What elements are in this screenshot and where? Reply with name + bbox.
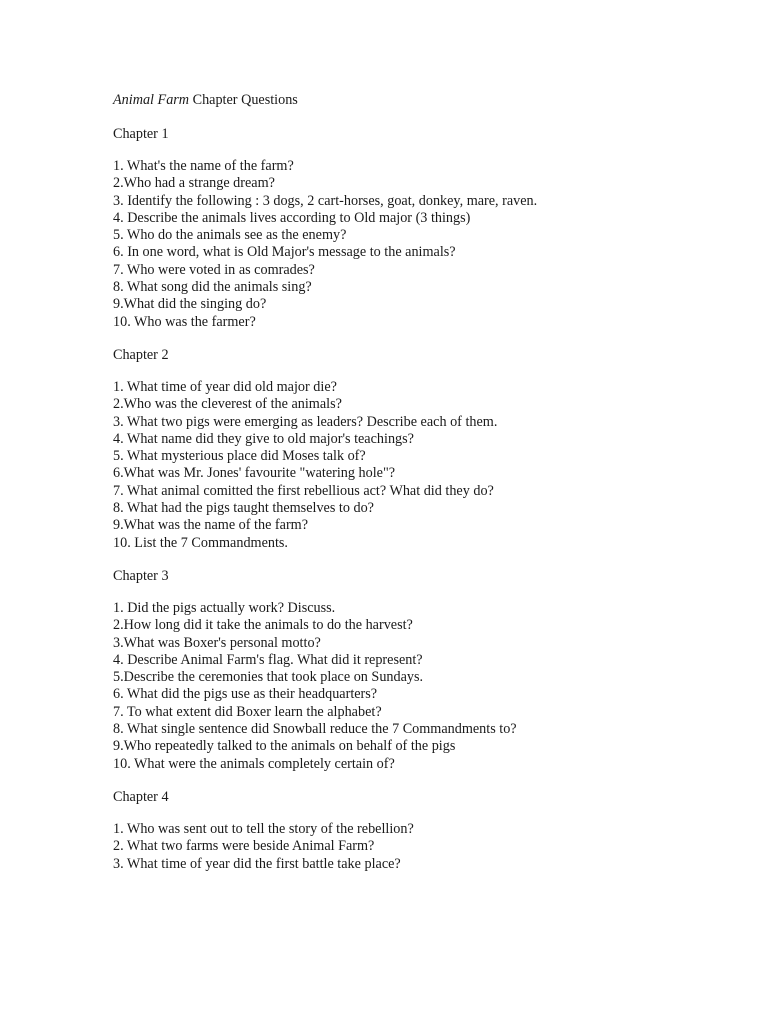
question-item: 8. What single sentence did Snowball reduce the 7 Commandments to? xyxy=(113,721,517,738)
question-list xyxy=(113,379,733,552)
question-item: 8. What song did the animals sing? xyxy=(113,279,312,296)
question-item: 6. What did the pigs use as their headquarters? xyxy=(113,686,378,703)
question-item: 3.What was Boxer's personal motto? xyxy=(113,634,321,651)
page-title xyxy=(113,90,733,110)
document-page xyxy=(113,90,733,887)
chapter-heading: Chapter 1 xyxy=(113,126,169,142)
question-item: 1. What time of year did old major die? xyxy=(113,378,337,395)
question-item: 2.Who had a strange dream? xyxy=(113,175,275,192)
title-rest: Chapter Questions xyxy=(192,92,298,108)
question-item: 7. What animal comitted the first rebellious act? What did they do? xyxy=(113,482,494,499)
question-item: 7. Who were voted in as comrades? xyxy=(113,261,315,278)
question-item: 3. Identify the following : 3 dogs, 2 cart-horses, goat, donkey, mare, raven. xyxy=(113,192,538,209)
question-item: 10. What were the animals completely certain of? xyxy=(113,755,395,772)
chapter-section-1 xyxy=(113,124,733,331)
chapter-heading: Chapter 3 xyxy=(113,567,169,584)
question-list xyxy=(113,158,733,331)
question-item: 6.What was Mr. Jones' favourite "watering hole"? xyxy=(113,465,396,482)
question-list xyxy=(113,821,733,873)
question-item: 2.How long did it take the animals to do the harvest? xyxy=(113,617,413,634)
question-item: 4. What name did they give to old major's teachings? xyxy=(113,430,414,447)
chapter-heading: Chapter 4 xyxy=(113,788,169,805)
question-item: 8. What had the pigs taught themselves to do? xyxy=(113,500,374,517)
question-item: 1. Did the pigs actually work? Discuss. xyxy=(113,599,336,616)
question-list xyxy=(113,600,733,773)
chapter-section-2 xyxy=(113,345,733,552)
question-item: 1. Who was sent out to tell the story of the rebellion? xyxy=(113,820,414,837)
question-item: 2. What two farms were beside Animal Farm? xyxy=(113,838,375,855)
chapter-list xyxy=(113,124,733,873)
title-italic: Animal Farm xyxy=(113,92,190,108)
question-item: 7. To what extent did Boxer learn the alphabet? xyxy=(113,703,382,720)
chapter-heading: Chapter 2 xyxy=(113,346,169,363)
question-item: 2.Who was the cleverest of the animals? xyxy=(113,396,342,413)
question-item: 9.What was the name of the farm? xyxy=(113,517,308,534)
question-item: 6. In one word, what is Old Major's message to the animals? xyxy=(113,244,456,261)
question-item: 9.What did the singing do? xyxy=(113,296,267,313)
question-item: 3. What two pigs were emerging as leaders? Describe each of them. xyxy=(113,413,498,430)
question-item: 9.Who repeatedly talked to the animals on behalf of the pigs xyxy=(113,738,456,755)
question-item: 5. What mysterious place did Moses talk of? xyxy=(113,448,366,465)
question-item: 10. List the 7 Commandments. xyxy=(113,534,288,551)
chapter-section-4 xyxy=(113,787,733,873)
question-item: 5. Who do the animals see as the enemy? xyxy=(113,227,347,244)
question-item: 4. Describe the animals lives according to Old major (3 things) xyxy=(113,209,471,226)
chapter-section-3 xyxy=(113,566,733,773)
question-item: 1. What's the name of the farm? xyxy=(113,158,294,174)
question-item: 5.Describe the ceremonies that took place on Sundays. xyxy=(113,669,424,686)
question-item: 10. Who was the farmer? xyxy=(113,313,256,330)
question-item: 3. What time of year did the first battle take place? xyxy=(113,855,401,872)
question-item: 4. Describe Animal Farm's flag. What did it represent? xyxy=(113,651,423,668)
